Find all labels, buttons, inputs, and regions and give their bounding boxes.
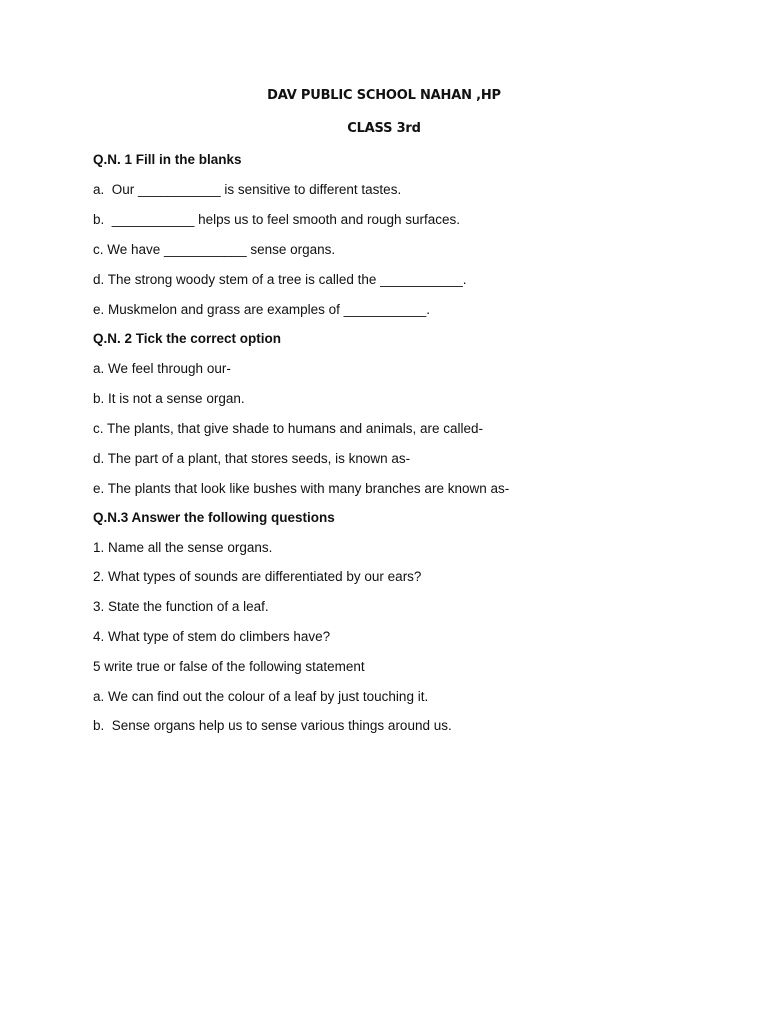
class-name: CLASS 3rd: [347, 121, 421, 136]
q3-item-3: 3. State the function of a leaf.: [93, 599, 269, 614]
q2-item-e: e. The plants that look like bushes with many branches are known as-: [93, 481, 510, 496]
q3-item-2: 2. What types of sounds are differentiated by our ears?: [93, 569, 422, 584]
q1-item-e: e. Muskmelon and grass are examples of ___________.: [93, 302, 430, 317]
q3-item-5a: a. We can find out the colour of a leaf by just touching it.: [93, 689, 429, 704]
q1-item-d: d. The strong woody stem of a tree is called the ___________.: [93, 272, 467, 287]
q3-item-5b: b. Sense organs help us to sense various things around us.: [93, 718, 452, 733]
q3-item-4: 4. What type of stem do climbers have?: [93, 629, 331, 644]
q1-item-b: b. ___________ helps us to feel smooth and rough surfaces.: [93, 212, 461, 227]
school-name: DAV PUBLIC SCHOOL NAHAN ,HP: [267, 88, 501, 103]
q2-item-c: c. The plants, that give shade to humans and animals, are called-: [93, 421, 483, 436]
q1-item-c: c. We have ___________ sense organs.: [93, 242, 336, 257]
question-2-heading: Q.N. 2 Tick the correct option: [93, 331, 282, 346]
q3-item-5: 5 write true or false of the following statement: [93, 659, 365, 674]
q2-item-b: b. It is not a sense organ.: [93, 391, 245, 406]
q2-item-d: d. The part of a plant, that stores seeds, is known as-: [93, 451, 411, 466]
q2-item-a: a. We feel through our-: [93, 361, 231, 376]
q3-item-1: 1. Name all the sense organs.: [93, 540, 273, 555]
q1-item-a: a. Our ___________ is sensitive to different tastes.: [93, 182, 402, 197]
question-1-heading: Q.N. 1 Fill in the blanks: [93, 152, 242, 167]
question-3-heading: Q.N.3 Answer the following questions: [93, 510, 335, 525]
